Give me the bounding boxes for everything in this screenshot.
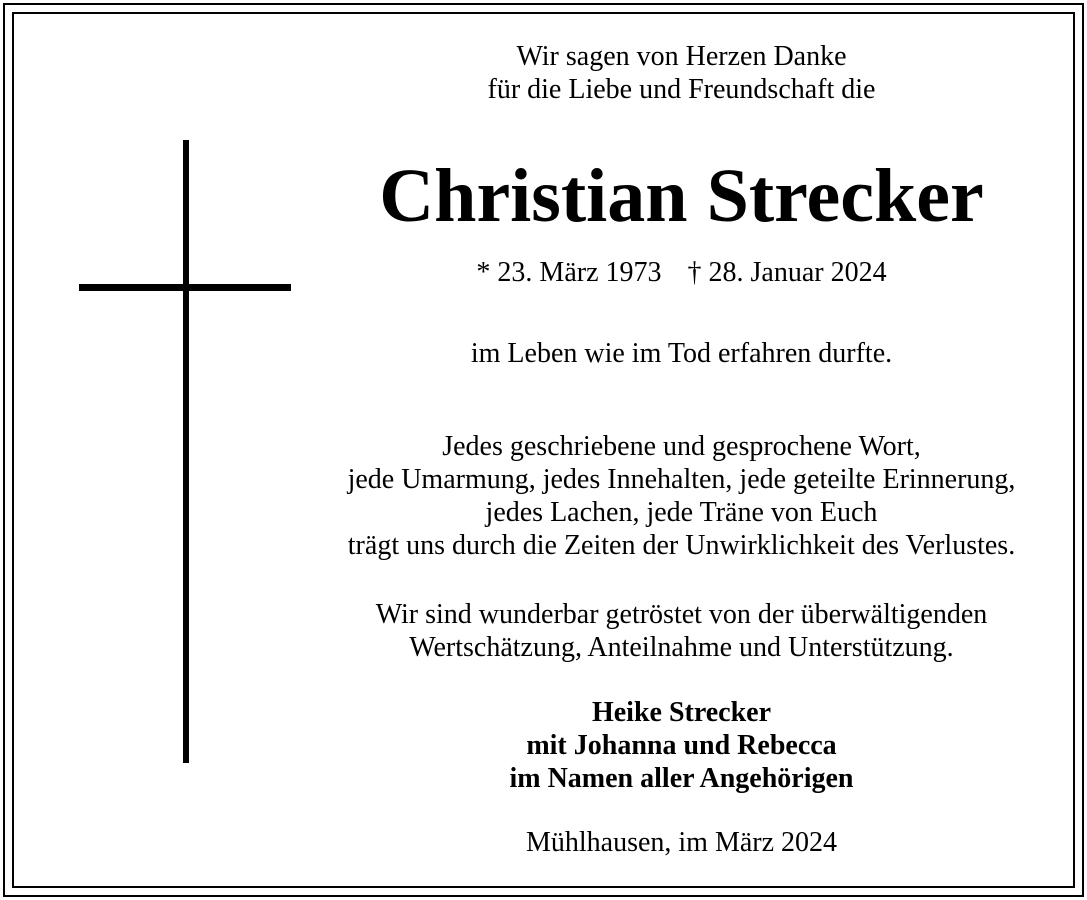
body1-line-3: jedes Lachen, jede Träne von Euch <box>485 497 878 528</box>
death-date: † 28. Januar 2024 <box>687 257 887 288</box>
opening-end-line: im Leben wie im Tod erfahren durfte. <box>470 338 893 369</box>
opening-lines <box>290 40 1073 106</box>
obituary-content <box>290 0 1073 900</box>
body1-line-2: jede Umarmung, jedes Innehalten, jede geteilte Erinnerung, <box>347 464 1016 495</box>
signature-line-1: Heike Strecker <box>591 697 772 728</box>
body-paragraph-1 <box>290 430 1073 562</box>
opening-line-1: Wir sagen von Herzen Danke <box>516 41 847 72</box>
body2-line-1: Wir sind wunderbar getröstet von der überwältigenden <box>375 599 988 630</box>
mourners-signature-block <box>290 696 1073 795</box>
memorial-cross-icon <box>0 0 300 800</box>
deceased-name: Christian Strecker <box>379 154 984 238</box>
life-dates <box>290 256 1073 289</box>
signature-line-2: mit Johanna und Rebecca <box>526 730 837 761</box>
opening-line-2: für die Liebe und Freundschaft die <box>487 74 876 105</box>
body1-line-1: Jedes geschriebene und gesprochene Wort, <box>442 431 921 462</box>
body1-line-4: trägt uns durch die Zeiten der Unwirklichkeit des Verlustes. <box>347 530 1016 561</box>
body2-line-2: Wertschätzung, Anteilnahme und Unterstützung. <box>409 632 954 663</box>
signature-line-3: im Namen aller Angehörigen <box>509 763 854 794</box>
body-paragraph-2 <box>290 598 1073 664</box>
place-and-date-line: Mühlhausen, im März 2024 <box>525 827 838 858</box>
birth-date: * 23. März 1973 <box>476 257 662 288</box>
cross-horizontal-bar <box>79 284 291 291</box>
cross-vertical-bar <box>183 140 189 763</box>
